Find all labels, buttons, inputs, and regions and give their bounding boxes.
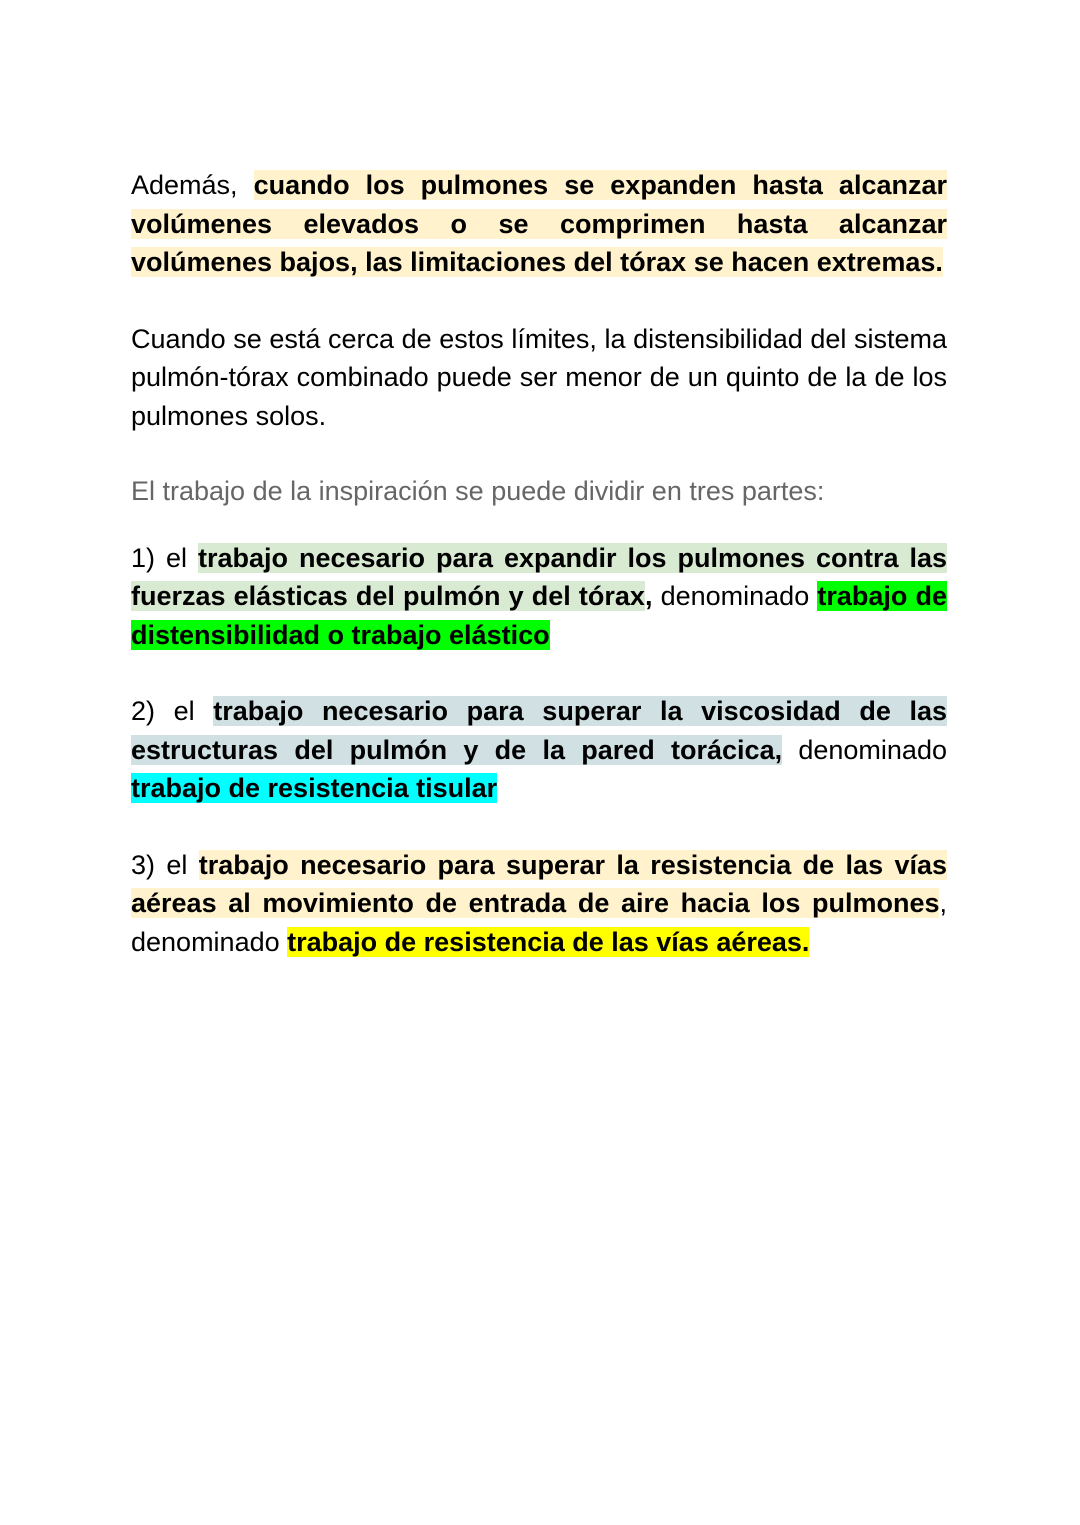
list-item-elastic-work bbox=[131, 539, 947, 655]
item-connector: denominado bbox=[782, 734, 947, 765]
list-item-tissue-resistance bbox=[131, 692, 947, 808]
item-description: trabajo necesario para expandir los pulmones contra las fuerzas elásticas del pulmón y del tórax bbox=[131, 542, 947, 611]
item-description: trabajo necesario para superar la viscosidad de las estructuras del pulmón y de la pared torácica, bbox=[131, 696, 948, 765]
item-connector: , denominado bbox=[131, 888, 947, 957]
paragraph-work-intro: El trabajo de la inspiración se puede dividir en tres partes: bbox=[131, 476, 825, 506]
paragraph-distensibility: Cuando se está cerca de estos límites, la distensibilidad del sistema pulmón-tórax combinado puede ser menor de un quinto de la de los pulmones solos. bbox=[131, 323, 947, 431]
item-term: trabajo de resistencia tisular bbox=[131, 773, 498, 803]
item-term: trabajo de distensibilidad o trabajo elástico bbox=[131, 581, 948, 650]
list-item-airway-resistance bbox=[131, 846, 947, 962]
item-number: 3) el bbox=[131, 849, 199, 880]
paragraph-lead: Además, bbox=[131, 170, 254, 200]
item-punct: , bbox=[644, 581, 653, 611]
highlighted-thorax-limits: cuando los pulmones se expanden hasta alcanzar volúmenes elevados o se comprimen hasta alcanzar volúmenes bajos, las limitaciones del tórax se hacen extremas. bbox=[131, 170, 947, 277]
item-connector: denominado bbox=[652, 581, 818, 611]
item-number: 1) el bbox=[131, 542, 198, 573]
item-term: trabajo de resistencia de las vías aéreas. bbox=[287, 926, 810, 957]
item-number: 2) el bbox=[131, 696, 214, 726]
item-description: trabajo necesario para superar la resistencia de las vías aéreas al movimiento de entrada de aire hacia los pulmones bbox=[131, 849, 947, 918]
document-page bbox=[131, 166, 947, 961]
paragraph-thorax-limits bbox=[131, 166, 947, 282]
